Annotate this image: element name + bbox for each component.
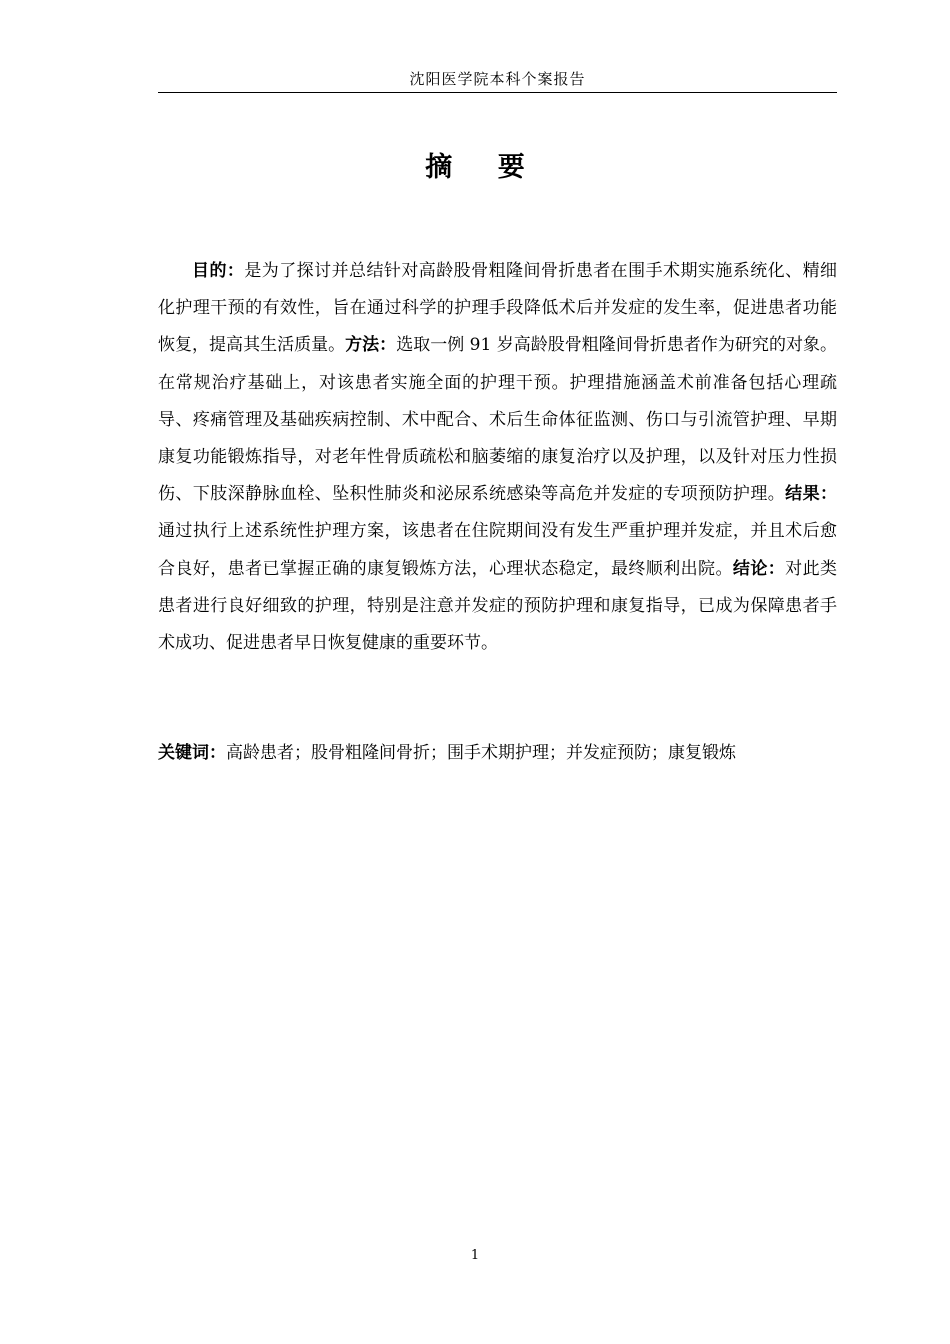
result-text: 通过执行上述系统性护理方案，该患者在住院期间没有发生严重护理并发症，并且术后愈合良好，患者已掌握正确的康复锻炼方法，心理状态稳定，最终顺利出院。 [158,521,837,579]
method-text: 选取一例 91 岁高龄股骨粗隆间骨折患者作为研究的对象。在常规治疗基础上，对该患者实施全面的护理干预。护理措施涵盖术前准备包括心理疏导、疼痛管理及基础疾病控制、术中配合、术后生命体征监测、伤口与引流管护理、早期康复功能锻炼指导，对老年性骨质疏松和脑萎缩的康复治疗以及护理，以及针对压力性损伤、下肢深静脉血栓、坠积性肺炎和泌尿系统感染等高危并发症的专项预防护理。 [158,335,837,505]
running-header [158,68,837,93]
page-title: 摘 要 [425,152,543,183]
result-label: 结果： [785,484,837,505]
method-label: 方法： [345,335,397,356]
abstract-paragraph [158,253,837,662]
keywords-label: 关键词： [158,743,226,763]
keywords-line [158,735,837,772]
keywords-text: 高龄患者；股骨粗隆间骨折；围手术期护理；并发症预防；康复锻炼 [226,743,736,763]
objective-text: 是为了探讨并总结针对高龄股骨粗隆间骨折患者在围手术期实施系统化、精细化护理干预的有效性，旨在通过科学的护理手段降低术后并发症的发生率，促进患者功能恢复，提高其生活质量。 [158,261,838,356]
objective-label: 目的： [192,261,245,281]
page-number: 1 [470,1248,480,1263]
running-header-text: 沈阳医学院本科个案报告 [409,70,586,88]
conclusion-text: 对此类患者进行良好细致的护理，特别是注意并发症的预防护理和康复指导，已成为保障患者手术成功、促进患者早日恢复健康的重要环节。 [158,558,838,654]
conclusion-label: 结论： [732,558,786,579]
